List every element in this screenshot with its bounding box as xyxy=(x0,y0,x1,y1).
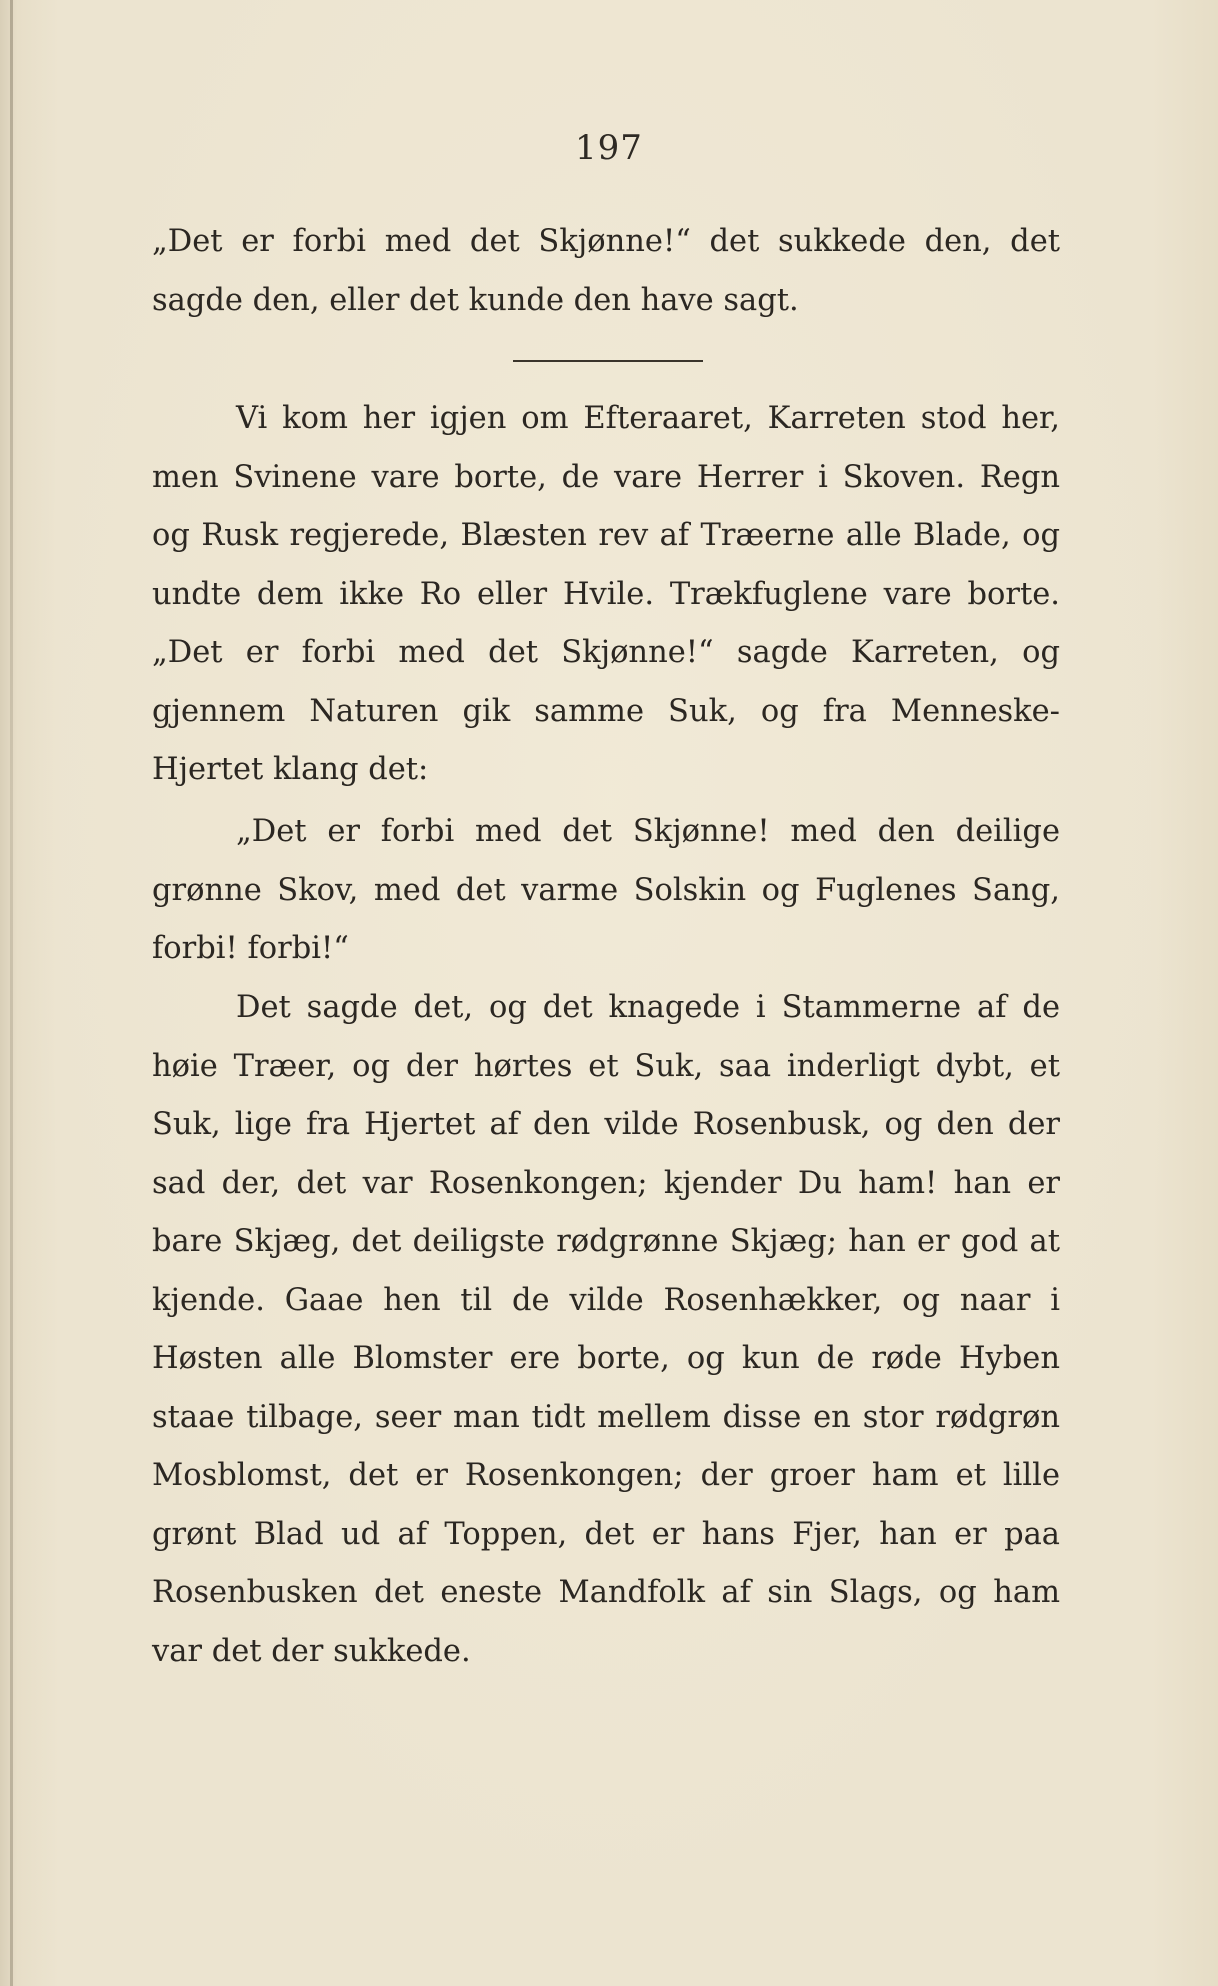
paragraph-4 xyxy=(152,979,1060,1681)
paragraph-text: Vi kom her igjen om Efteraaret, Karreten stod her, men Svinene vare borte, de vare Herrer i Skoven. Regn og Rusk regjerede, Blæsten rev af Træerne alle Blade, og undte dem ikke Ro eller Hvile. Trækfuglene vare borte. „Det er forbi med det Skjønne!“ sagde Karreten, og gjennem Naturen gik samme Suk, og fra Menneske-Hjertet klang det: xyxy=(152,401,1060,787)
paragraph-text: Det sagde det, og det knagede i Stammerne af de høie Træer, og der hørtes et Suk, saa inderligt dybt, et Suk, lige fra Hjertet af den vilde Rosenbusk, og den der sad der, det var Rosenkongen; kjender Du ham! han er bare Skjæg, det deiligste rødgrønne Skjæg; han er god at kjende. Gaae hen til de vilde Rosenhækker, og naar i Høsten alle Blomster ere borte, og kun de røde Hyben staae tilbage, seer man tidt mellem disse en stor rødgrøn Mosblomst, det er Rosenkongen; der groer ham et lille grønt Blad ud af Toppen, det er hans Fjer, han er paa Rosenbusken det eneste Mandfolk af sin Slags, og ham var det der sukkede. xyxy=(152,990,1060,1669)
paragraph-1 xyxy=(152,213,1060,330)
paragraph-3 xyxy=(152,803,1060,979)
binding-gutter xyxy=(10,0,13,1986)
paragraph-text: „Det er forbi med det Skjønne!“ det sukkede den, det sagde den, eller det kunde den have sagt. xyxy=(152,224,1060,318)
section-separator xyxy=(513,360,703,362)
paragraph-2 xyxy=(152,390,1060,800)
paragraph-text: „Det er forbi med det Skjønne! med den deilige grønne Skov, med det varme Solskin og Fuglenes Sang, forbi! forbi!“ xyxy=(152,814,1060,966)
page-number: 197 xyxy=(575,128,643,168)
